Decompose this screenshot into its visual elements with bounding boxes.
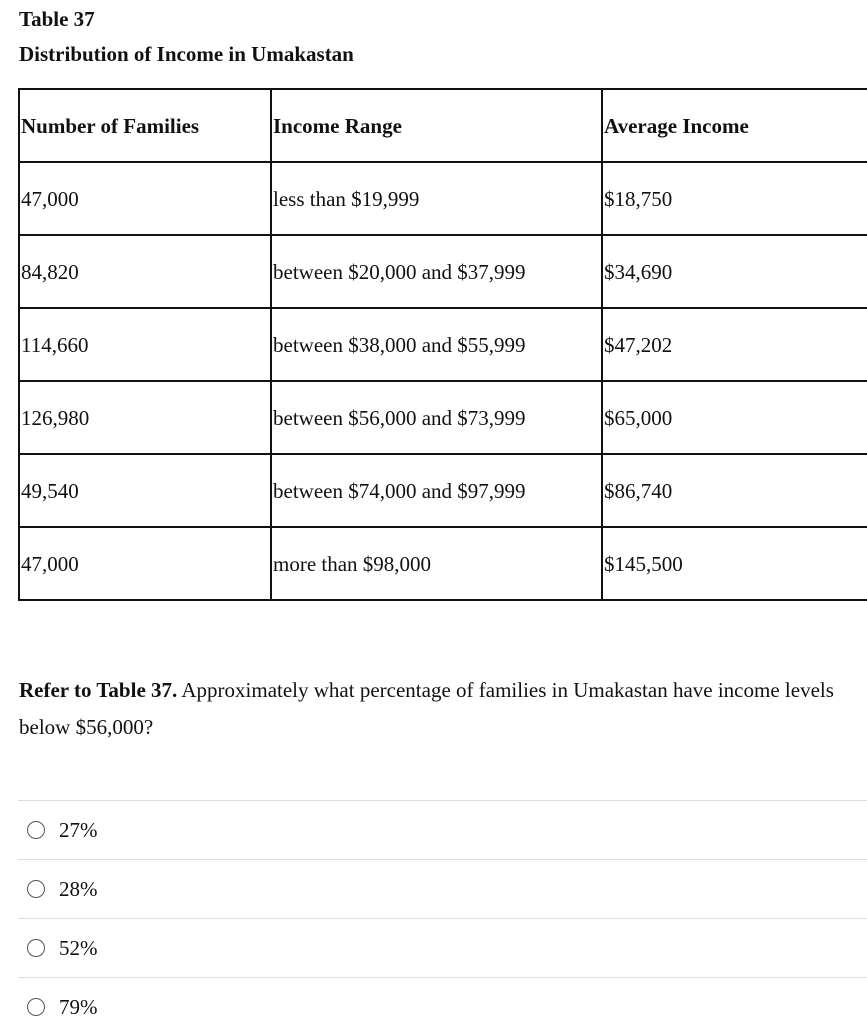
answer-choice-52[interactable]	[18, 918, 867, 977]
cell-number-of-families: 47,000	[19, 162, 271, 235]
cell-income-range: less than $19,999	[271, 162, 602, 235]
table-row	[19, 235, 867, 308]
cell-average-income: $18,750	[602, 162, 867, 235]
table-row	[19, 381, 867, 454]
cell-average-income: $86,740	[602, 454, 867, 527]
answer-choice-27[interactable]	[18, 800, 867, 859]
header-income-range: Income Range	[271, 89, 602, 162]
answer-choice-label: 52%	[59, 936, 98, 960]
cell-number-of-families: 47,000	[19, 527, 271, 600]
cell-number-of-families: 114,660	[19, 308, 271, 381]
radio-button-icon[interactable]	[27, 939, 45, 957]
table-header-row	[19, 89, 867, 162]
cell-number-of-families: 84,820	[19, 235, 271, 308]
question-text	[19, 672, 859, 746]
table-number: Table 37	[19, 7, 95, 31]
cell-income-range: more than $98,000	[271, 527, 602, 600]
answer-choice-label: 79%	[59, 995, 98, 1019]
radio-button-icon[interactable]	[27, 880, 45, 898]
cell-average-income: $65,000	[602, 381, 867, 454]
answer-choice-label: 28%	[59, 877, 98, 901]
header-average-income: Average Income	[602, 89, 867, 162]
cell-income-range: between $74,000 and $97,999	[271, 454, 602, 527]
question-body: Approximately what percentage of families in Umakastan have income levels below $56,000?	[19, 678, 834, 739]
cell-average-income: $34,690	[602, 235, 867, 308]
answer-choice-79[interactable]	[18, 977, 867, 1024]
income-distribution-table	[18, 88, 867, 601]
cell-income-range: between $56,000 and $73,999	[271, 381, 602, 454]
question-table-reference: Refer to Table 37.	[19, 678, 178, 702]
cell-average-income: $47,202	[602, 308, 867, 381]
answer-choice-28[interactable]	[18, 859, 867, 918]
header-number-of-families: Number of Families	[19, 89, 271, 162]
table-row	[19, 162, 867, 235]
table-row	[19, 454, 867, 527]
cell-average-income: $145,500	[602, 527, 867, 600]
table-row	[19, 527, 867, 600]
answer-choice-label: 27%	[59, 818, 98, 842]
cell-income-range: between $38,000 and $55,999	[271, 308, 602, 381]
answer-choices	[18, 800, 867, 1024]
radio-button-icon[interactable]	[27, 821, 45, 839]
table-row	[19, 308, 867, 381]
cell-number-of-families: 49,540	[19, 454, 271, 527]
table-title: Distribution of Income in Umakastan	[19, 42, 354, 66]
cell-income-range: between $20,000 and $37,999	[271, 235, 602, 308]
cell-number-of-families: 126,980	[19, 381, 271, 454]
radio-button-icon[interactable]	[27, 998, 45, 1016]
